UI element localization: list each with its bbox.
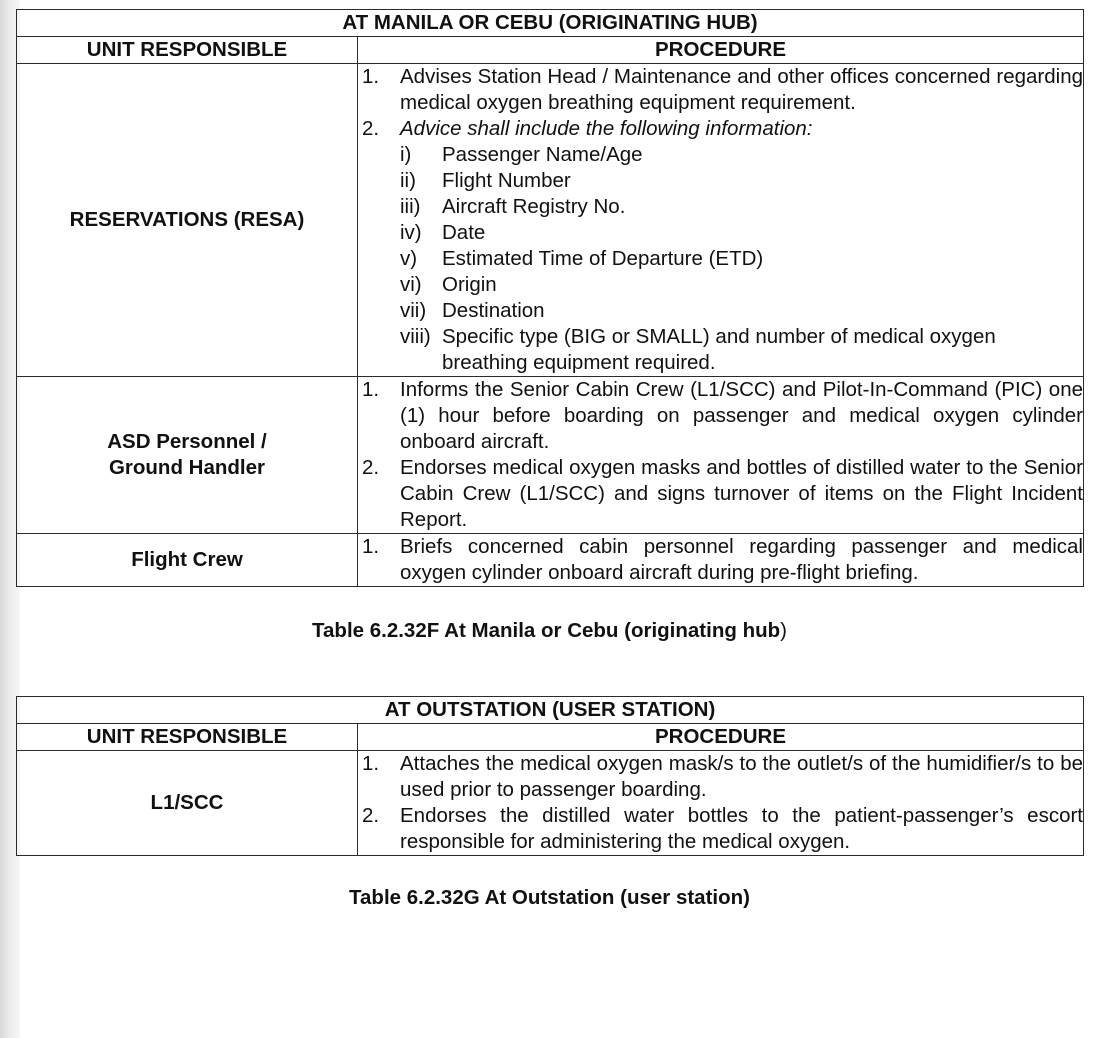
item-number: viii) xyxy=(400,325,431,348)
column-header-procedure: PROCEDURE xyxy=(358,724,1084,751)
step-text: Endorses medical oxygen masks and bottles of distilled water to the Senior Cabin Crew (L1/SCC) and signs turnover of items on the Flight Incident Report. xyxy=(400,456,1083,531)
column-header-unit: UNIT RESPONSIBLE xyxy=(17,37,358,64)
procedure-step xyxy=(358,751,1083,803)
item-text: Origin xyxy=(442,273,497,296)
step-text: Informs the Senior Cabin Crew (L1/SCC) and Pilot-In-Command (PIC) one (1) hour before boarding on passenger and medical oxygen cylinder onboard aircraft. xyxy=(400,378,1083,453)
list-item xyxy=(400,246,1083,272)
table-row xyxy=(17,377,1084,534)
item-text: Passenger Name/Age xyxy=(442,143,643,166)
table-caption: Table 6.2.32G At Outstation (user station) xyxy=(349,886,750,909)
step-text: Endorses the distilled water bottles to the patient-passenger’s escort responsible for administering the medical oxygen. xyxy=(400,804,1083,853)
step-text: Advice shall include the following information: xyxy=(400,117,813,140)
item-text: Destination xyxy=(442,299,545,322)
procedure-step xyxy=(358,377,1083,455)
unit-cell: RESERVATIONS (RESA) xyxy=(17,64,358,377)
procedure-cell xyxy=(358,534,1084,587)
step-number: 1. xyxy=(362,65,380,88)
step-text: Attaches the medical oxygen mask/s to the outlet/s of the humidifier/s to be used prior to passenger boarding. xyxy=(400,752,1083,801)
step-number: 1. xyxy=(362,378,380,401)
item-text: Estimated Time of Departure (ETD) xyxy=(442,247,764,270)
procedure-step xyxy=(358,455,1083,533)
procedure-step xyxy=(358,803,1083,855)
list-item xyxy=(400,272,1083,298)
list-item xyxy=(400,220,1083,246)
table-row xyxy=(17,751,1084,856)
item-text: Aircraft Registry No. xyxy=(442,195,626,218)
table-title: AT OUTSTATION (USER STATION) xyxy=(17,697,1084,724)
item-number: vii) xyxy=(400,299,427,322)
table-title: AT MANILA OR CEBU (ORIGINATING HUB) xyxy=(17,10,1084,37)
originating-hub-table xyxy=(16,9,1084,587)
procedure-step xyxy=(358,116,1083,376)
step-text: Briefs concerned cabin personnel regarding passenger and medical oxygen cylinder onboard aircraft during pre-flight briefing. xyxy=(400,535,1083,584)
procedure-cell xyxy=(358,64,1084,377)
step-text: Advises Station Head / Maintenance and other offices concerned regarding medical oxygen breathing equipment requirement. xyxy=(400,65,1083,114)
item-number: vi) xyxy=(400,273,422,296)
step-number: 2. xyxy=(362,456,380,479)
item-number: i) xyxy=(400,143,412,166)
item-text: Date xyxy=(442,221,486,244)
item-number: iii) xyxy=(400,195,421,218)
procedure-cell xyxy=(358,751,1084,856)
column-header-unit: UNIT RESPONSIBLE xyxy=(17,724,358,751)
unit-cell xyxy=(17,377,358,534)
item-number: ii) xyxy=(400,169,416,192)
procedure-step xyxy=(358,534,1083,586)
item-text: Specific type (BIG or SMALL) and number of medical oxygen breathing equipment required. xyxy=(442,325,996,374)
table-row xyxy=(17,534,1084,587)
step-number: 1. xyxy=(362,535,380,558)
list-item xyxy=(400,168,1083,194)
list-item xyxy=(400,142,1083,168)
item-number: iv) xyxy=(400,221,422,244)
table-caption xyxy=(16,619,1083,643)
item-number: v) xyxy=(400,247,418,270)
outstation-table xyxy=(16,696,1084,856)
list-item xyxy=(400,298,1083,324)
procedure-step xyxy=(358,64,1083,116)
item-text: Flight Number xyxy=(442,169,571,192)
unit-line: ASD Personnel / xyxy=(107,430,267,453)
step-number: 1. xyxy=(362,752,380,775)
list-item xyxy=(400,194,1083,220)
info-list xyxy=(400,142,1083,376)
unit-cell: Flight Crew xyxy=(17,534,358,587)
caption-text: Table 6.2.32F At Manila or Cebu (originating hub xyxy=(312,619,781,642)
step-number: 2. xyxy=(362,117,380,140)
procedure-cell xyxy=(358,377,1084,534)
list-item xyxy=(400,324,1083,376)
unit-cell: L1/SCC xyxy=(17,751,358,856)
step-number: 2. xyxy=(362,804,380,827)
table-row xyxy=(17,64,1084,377)
unit-line: Ground Handler xyxy=(108,456,266,479)
column-header-procedure: PROCEDURE xyxy=(358,37,1084,64)
caption-paren: ) xyxy=(780,619,787,642)
